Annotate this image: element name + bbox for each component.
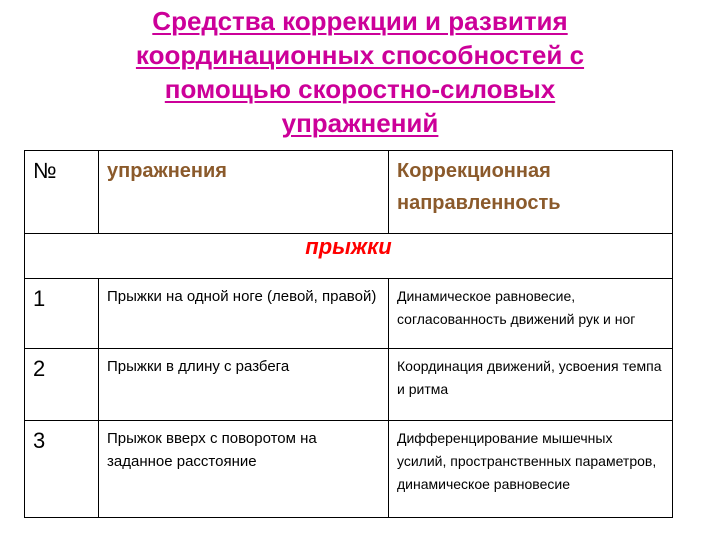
direction-text: Динамическое равновесие, согласованность движений рук и ног xyxy=(397,288,636,327)
row-number-cell xyxy=(25,421,99,518)
header-number xyxy=(25,151,99,234)
row-number: 2 xyxy=(33,356,46,381)
title-line-2: координационных способностей с xyxy=(135,40,585,70)
table-row xyxy=(25,279,673,349)
slide-title xyxy=(60,4,660,140)
title-line-3: помощью скоростно-силовых xyxy=(164,74,556,104)
row-number: 1 xyxy=(33,286,46,311)
direction-text: Дифференцирование мышечных усилий, пространственных параметров, динамическое равновесие xyxy=(397,430,657,492)
section-label: прыжки xyxy=(25,234,673,279)
title-line-1: Средства коррекции и развития xyxy=(152,6,568,36)
direction-cell xyxy=(389,279,673,349)
exercise-cell xyxy=(99,279,389,349)
direction-text: Координация движений, усвоения темпа и ритма xyxy=(397,358,662,397)
header-exercise xyxy=(99,151,389,234)
direction-cell xyxy=(389,349,673,421)
exercise-cell xyxy=(99,349,389,421)
exercise-text: Прыжки в длину с разбега xyxy=(107,358,290,375)
header-direction xyxy=(389,151,673,234)
section-row xyxy=(25,234,673,279)
direction-cell xyxy=(389,421,673,518)
row-number-cell xyxy=(25,279,99,349)
header-exercise-label: упражнения xyxy=(107,160,227,182)
table-row xyxy=(25,421,673,518)
header-direction-label: Коррекционная направленность xyxy=(397,160,561,214)
table-header-row xyxy=(25,151,673,234)
table-row xyxy=(25,349,673,421)
header-number-label: № xyxy=(33,158,57,183)
row-number-cell xyxy=(25,349,99,421)
exercise-table xyxy=(24,150,673,518)
exercise-cell xyxy=(99,421,389,518)
exercise-text: Прыжки на одной ноге (левой, правой) xyxy=(107,288,377,305)
exercise-text: Прыжок вверх с поворотом на заданное расстояние xyxy=(107,430,317,470)
title-line-4: упражнений xyxy=(281,108,439,138)
row-number: 3 xyxy=(33,428,46,453)
